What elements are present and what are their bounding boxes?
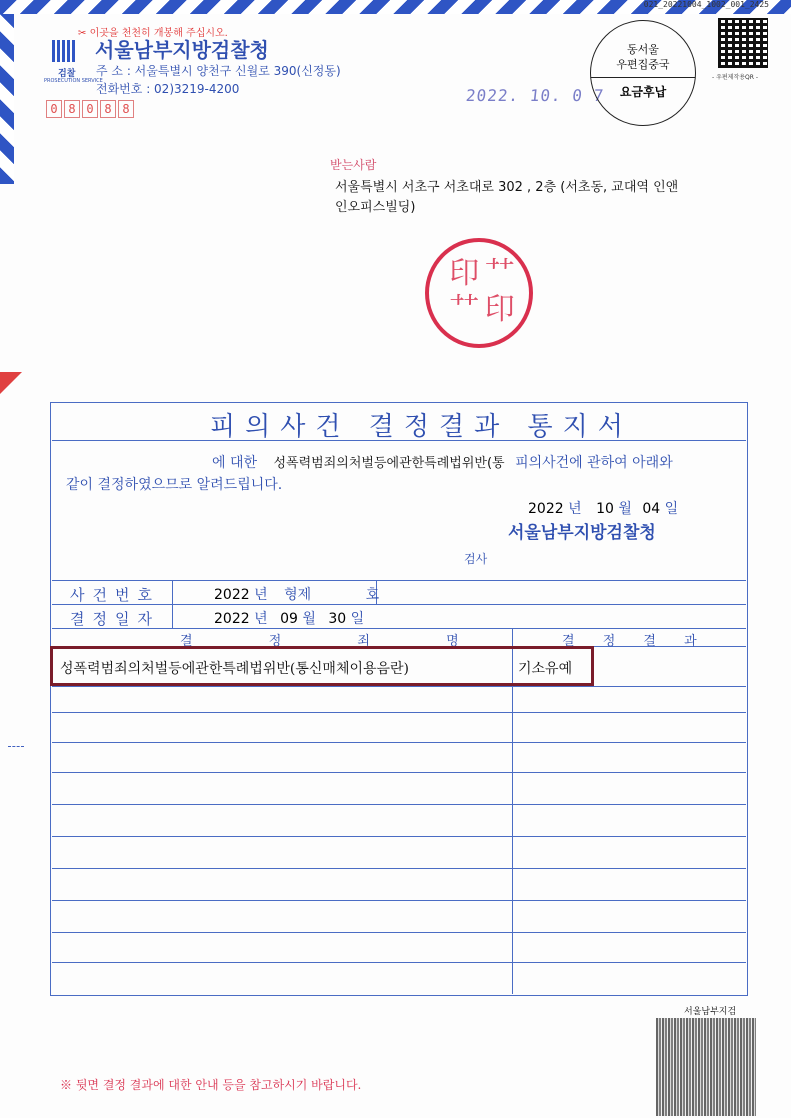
personal-seal-stamp: 印 ⺿ ⺿ 印 — [425, 238, 533, 348]
charge-cell: 성폭력범죄의처벌등에관한특례법위반(통신매체이용음란) — [60, 661, 410, 677]
sender-name: 서울남부지방검찰청 — [95, 38, 269, 62]
fold-mark — [8, 746, 24, 747]
case-number-value: 2022 년 형제 호 — [214, 587, 380, 603]
airmail-border-left — [0, 14, 14, 184]
recipient-address-line2: 인오피스빌딩) — [335, 200, 416, 215]
barcode-caption: 서울남부지검 — [684, 1007, 737, 1017]
recipient-label: 받는사람 — [330, 158, 377, 172]
logo-text: 검찰 — [58, 69, 76, 79]
logo-subtext: PROSECUTION SERVICE — [44, 78, 103, 84]
footer-note: ※ 뒷면 결정 결과에 대한 안내 등을 참고하시기 바랍니다. — [60, 1078, 362, 1092]
result-cell: 기소유예 — [518, 661, 573, 677]
column-header-result: 결 정 결 과 — [562, 634, 709, 649]
document-code: 021_20221004_1002_001_2425 — [643, 0, 769, 9]
prosecution-logo-icon — [52, 40, 82, 64]
notice-date: 2022 년 10 월 04 일 — [528, 501, 679, 517]
postmark: 동서울 우편집중국 요금후납 — [590, 20, 696, 126]
sender-address-row: 주 소 : 서울특별시 양천구 신월로 390(신정동) — [96, 64, 341, 78]
open-notice: ✂ 이곳을 천천히 개봉해 주십시오. — [78, 28, 228, 39]
prosecutor-label: 검사 — [464, 552, 488, 566]
recipient-address-line1: 서울특별시 서초구 서초대로 302 , 2층 (서초동, 교대역 인앤 — [335, 180, 679, 195]
intro-line-1: 에 대한 성폭력범죄의처벌등에관한특례법위반(통 피의사건에 관하여 아래와 — [212, 455, 673, 471]
issuing-office: 서울남부지방검찰청 — [508, 523, 656, 543]
intro-line-2: 같이 결정하였으므로 알려드립니다. — [66, 477, 283, 493]
sender-phone-row: 전화번호 : 02)3219-4200 — [96, 82, 240, 96]
qr-code-icon — [718, 18, 768, 68]
highlight-box — [50, 646, 594, 686]
qr-caption: - 우편제작용QR - — [712, 74, 759, 81]
form-title: 피의사건 결정결과 통지서 — [210, 412, 633, 442]
barcode-icon — [656, 1018, 756, 1116]
decision-date-value: 2022 년 09 월 30 일 — [214, 611, 365, 627]
zip-code-boxes: 0 8 0 8 8 — [46, 98, 136, 118]
date-stamp: 2022. 10. 0 7 — [465, 86, 606, 105]
case-number-label: 사건번호 — [70, 586, 160, 604]
corner-marker — [0, 372, 22, 394]
decision-date-label: 결정일자 — [70, 610, 160, 628]
column-header-charge: 결 정 죄 명 — [180, 634, 495, 649]
scissors-icon: ✂ — [78, 28, 90, 39]
